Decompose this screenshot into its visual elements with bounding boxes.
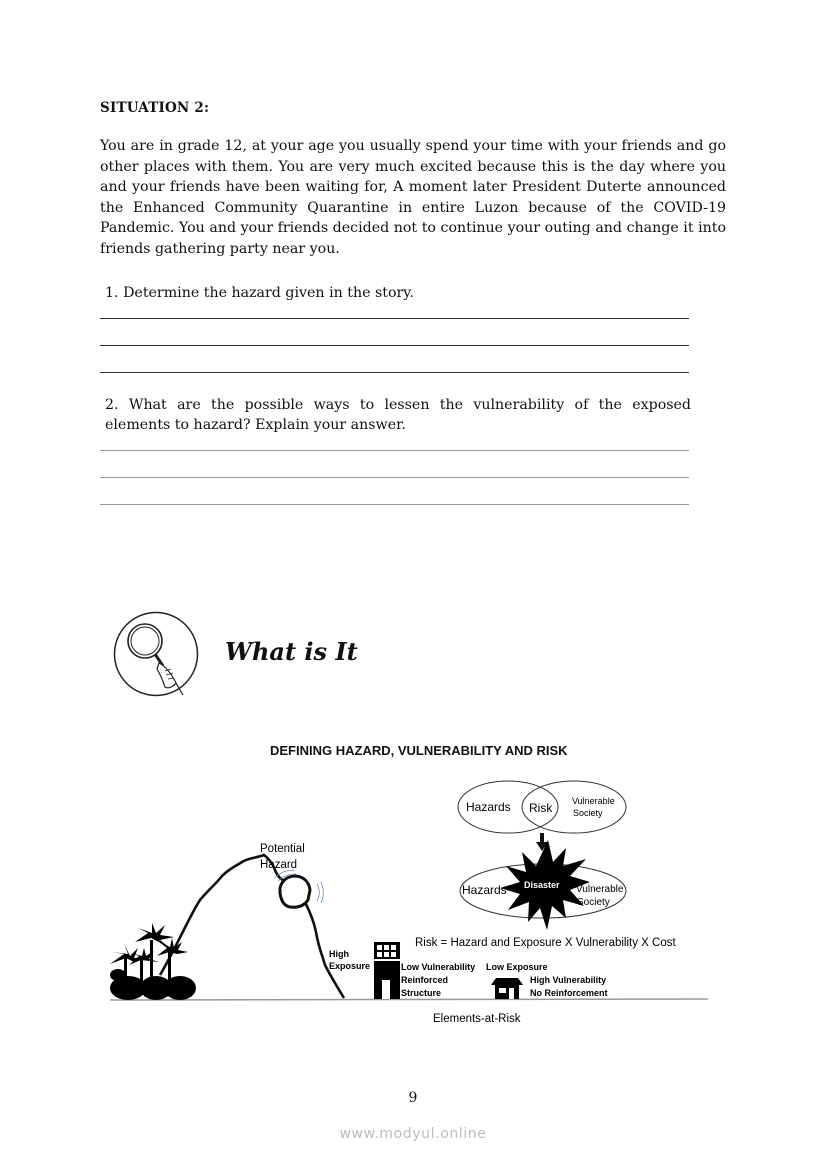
question-number: 1.	[105, 285, 119, 301]
hazard-risk-diagram	[100, 735, 720, 1035]
question-number: 2.	[105, 397, 119, 413]
trees-illustration	[110, 923, 196, 1000]
venn-top-society-label: Society	[573, 808, 603, 818]
venn-bottom-hazards-label: Hazards	[462, 883, 507, 897]
venn-bottom	[460, 840, 626, 930]
low-vulnerability-line3: Structure	[401, 988, 442, 998]
section-title: What is It	[225, 637, 358, 666]
question-text: Determine the hazard given in the story.	[123, 285, 414, 301]
answer-line[interactable]	[100, 504, 689, 505]
answer-line[interactable]	[100, 345, 689, 346]
venn-top-vulnerable-label: Vulnerable	[572, 796, 615, 806]
high-vulnerability-line2: No Reinforcement	[530, 988, 608, 998]
answer-line[interactable]	[100, 450, 689, 451]
low-vulnerability-line1: Low Vulnerability	[401, 962, 476, 972]
high-exposure-line1: High	[329, 949, 349, 959]
magnifying-glass-icon	[113, 611, 199, 697]
venn-top	[458, 781, 626, 833]
unreinforced-house-icon	[491, 978, 523, 999]
page-number: 9	[408, 1090, 418, 1106]
question-2	[105, 395, 691, 435]
venn-top-hazards-label: Hazards	[466, 800, 511, 814]
question-text: What are the possible ways to lessen the vulnerability of the exposed elements to hazard? Explain your answer.	[105, 397, 691, 433]
reinforced-building-icon	[374, 942, 400, 999]
answer-line[interactable]	[100, 372, 689, 373]
venn-bottom-disaster-label: Disaster	[524, 880, 560, 890]
high-vulnerability-line1: High Vulnerability	[530, 975, 607, 985]
potential-label-line1: Potential	[260, 843, 305, 855]
low-vulnerability-line2: Reinforced	[401, 975, 449, 985]
mountain-illustration	[160, 855, 344, 998]
venn-top-risk-label: Risk	[529, 801, 553, 815]
answer-line[interactable]	[100, 477, 689, 478]
low-exposure-label: Low Exposure	[486, 962, 548, 972]
risk-formula: Risk = Hazard and Exposure X Vulnerability X Cost	[415, 937, 676, 949]
high-exposure-line2: Exposure	[329, 961, 371, 971]
diagram-title: DEFINING HAZARD, VULNERABILITY AND RISK	[270, 743, 568, 758]
potential-label-line2: Hazard	[260, 859, 298, 871]
answer-line[interactable]	[100, 318, 689, 319]
venn-bottom-vulnerable-label: Vulnerable	[576, 884, 624, 895]
ground-line	[110, 999, 708, 1000]
question-1	[105, 283, 691, 303]
watermark: www.modyul.online	[339, 1126, 487, 1142]
boulder-icon	[280, 876, 310, 907]
situation-title: SITUATION 2:	[100, 100, 210, 116]
situation-body: You are in grade 12, at your age you usually spend your time with your friends and go other places with them. You are very much excited because this is the day where you and your friends have been waiting for, A moment later President Duterte announced the Enhanced Community Quarantine in entire Luzon because of the COVID-19 Pandemic. You and your friends decided not to continue your outing and change it into friends gathering party near you.	[100, 138, 726, 257]
venn-bottom-society-label: Society	[577, 897, 610, 908]
elements-at-risk-label: Elements-at-Risk	[433, 1013, 521, 1025]
